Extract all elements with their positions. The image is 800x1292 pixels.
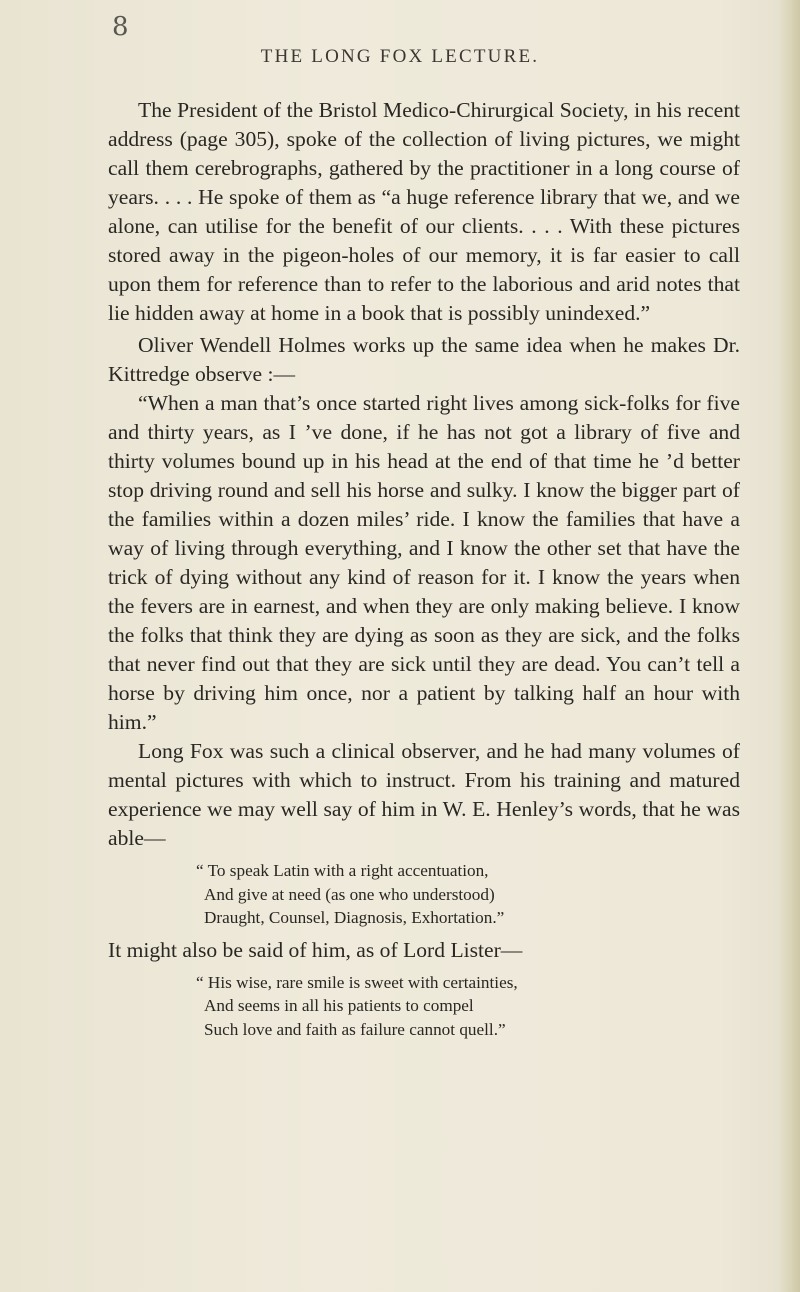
verse-line: Such love and faith as failure cannot quell.” (204, 1019, 506, 1039)
running-head: THE LONG FOX LECTURE. (260, 46, 540, 67)
paragraph-lister: It might also be said of him, as of Lord Lister— (108, 937, 523, 962)
paragraph-long-fox: Long Fox was such a clinical observer, and he had many volumes of mental pictures with which to instruct. From his training and matured experience we may well say of him in W. E. Henley’s words, that he was able— (108, 739, 740, 850)
body-text (108, 96, 740, 1047)
paragraph-kittredge-quote: “When a man that’s once started right lives among sick-folks for five and thirty years, as I ’ve done, if he has not got a library of five and thirty volumes bound up in his head at the end of that time he ’d better stop driving round and sell his horse and sulky. I know the bigger part of the families within a dozen miles’ ride. I know the families that have a way of living through everything, and I know the other set that have the trick of dying without any kind of reason for it. I know the years when the fevers are in earnest, and when they are only making believe. I know the folks that think they are dying as soon as they are sick, and the folks that never find out that they are sick until they are dead. You can’t tell a horse by driving him once, nor a patient by talking half an hour with him.” (108, 391, 740, 734)
verse-henley (196, 859, 740, 930)
verse-lister (196, 971, 740, 1042)
verse-line: Draught, Counsel, Diagnosis, Exhortation.” (204, 908, 505, 927)
paragraph-president: The President of the Bristol Medico-Chirurgical Society, in his recent address (page 305), spoke of the collection of living pictures, we might call them cerebrographs, gathered by the practitioner in a long course of years. . . . He spoke of them as “a huge reference library that we, and we alone, can utilise for the benefit of our clients. . . . With these pictures stored away in the pigeon-holes of our memory, it is far easier to call upon them for reference than to refer to the laborious and arid notes that lie hidden away at home in a book that is possibly unindexed.” (108, 98, 740, 325)
paragraph-holmes: Oliver Wendell Holmes works up the same idea when he makes Dr. Kittredge observe :— (108, 333, 740, 386)
verse-line: “ To speak Latin with a right accentuation, (196, 861, 489, 880)
verse-line: And seems in all his patients to compel (204, 996, 474, 1015)
page-number: 8 (112, 12, 129, 42)
verse-line: And give at need (as one who understood) (204, 884, 495, 904)
verse-line: “ His wise, rare smile is sweet with certainties, (196, 972, 518, 992)
page-edge-stain (778, 0, 800, 1292)
